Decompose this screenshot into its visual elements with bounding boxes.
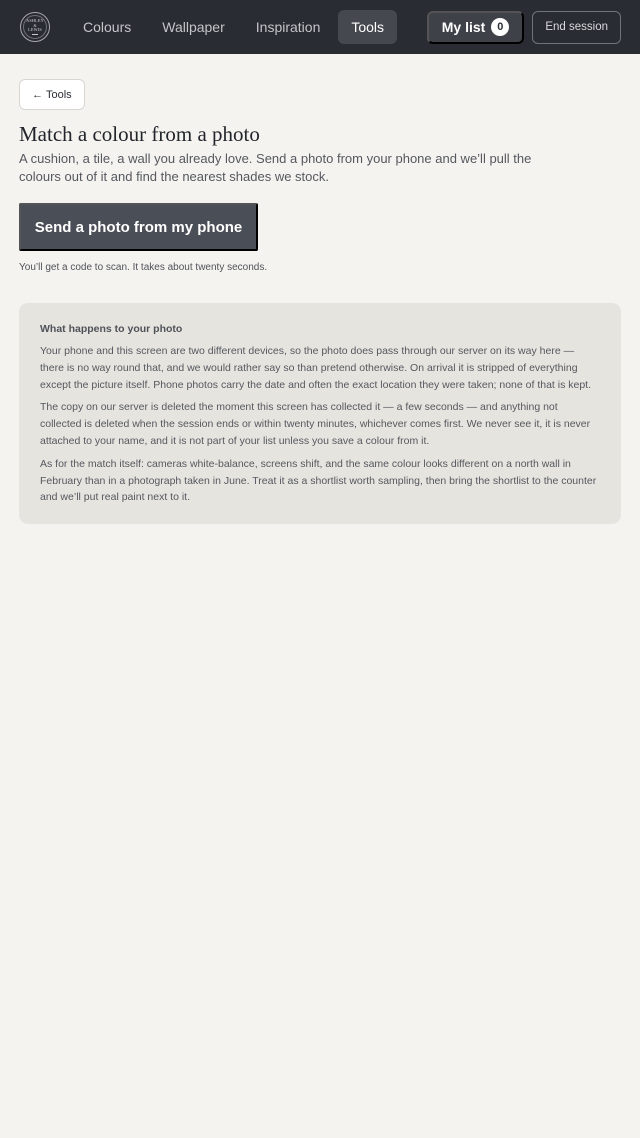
logo-line2: LEWIS [28, 27, 42, 32]
nav-item-tools[interactable]: Tools [338, 10, 397, 44]
back-label: Tools [46, 88, 72, 101]
header-actions [427, 11, 621, 44]
privacy-info-panel [19, 303, 621, 524]
my-list-count-badge: 0 [491, 18, 509, 36]
back-to-tools-button[interactable] [19, 79, 85, 110]
logo-rule [32, 34, 38, 35]
back-arrow-icon: ← [32, 88, 43, 101]
scan-hint: You’ll get a code to scan. It takes about twenty seconds. [19, 262, 268, 273]
panel-paragraph-1: Your phone and this screen are two different devices, so the photo does pass through our server on its way here — there is no way round that, and we would rather say so than pretend otherwise. On arrival it is stripped of everything except the picture itself. Phone photos carry the date and often the exact location they were taken; none of that is kept. [40, 345, 592, 391]
main-nav [68, 10, 398, 44]
panel-paragraph-2: The copy on our server is deleted the moment this screen has collected it — a few seconds — and anything not collected is deleted when the session ends or within twenty minutes, whichever comes first. We never see it, it is never attached to your name, and it is not part of your list unless you save a colour from it. [40, 401, 591, 447]
logo-line1: ASHLEY [26, 18, 44, 24]
end-session-button[interactable]: End session [532, 11, 621, 44]
nav-item-wallpaper[interactable]: Wallpaper [162, 19, 225, 35]
my-list-label: My list [441, 19, 486, 35]
main-content [0, 54, 640, 524]
nav-item-inspiration[interactable]: Inspiration [255, 19, 321, 35]
panel-heading: What happens to your photo [40, 323, 183, 335]
brand-logo[interactable] [20, 12, 50, 42]
top-bar [0, 0, 640, 54]
page-title: Match a colour from a photo [19, 122, 260, 146]
send-photo-button[interactable]: Send a photo from my phone [19, 203, 258, 251]
logo-amp: & [33, 23, 37, 28]
panel-paragraph-3: As for the match itself: cameras white-balance, screens shift, and the same colour looks different on a north wall in February than in a photograph taken in June. Treat it as a shortlist worth sampling, then bring the shortlist to the counter and we’ll put real paint next to it. [40, 457, 597, 504]
my-list-button[interactable] [427, 11, 525, 44]
page-lede: A cushion, a tile, a wall you already love. Send a photo from your phone and we’ll pull the colours out of it and find the nearest shades we stock. [19, 151, 532, 184]
nav-item-colours[interactable]: Colours [83, 19, 132, 35]
